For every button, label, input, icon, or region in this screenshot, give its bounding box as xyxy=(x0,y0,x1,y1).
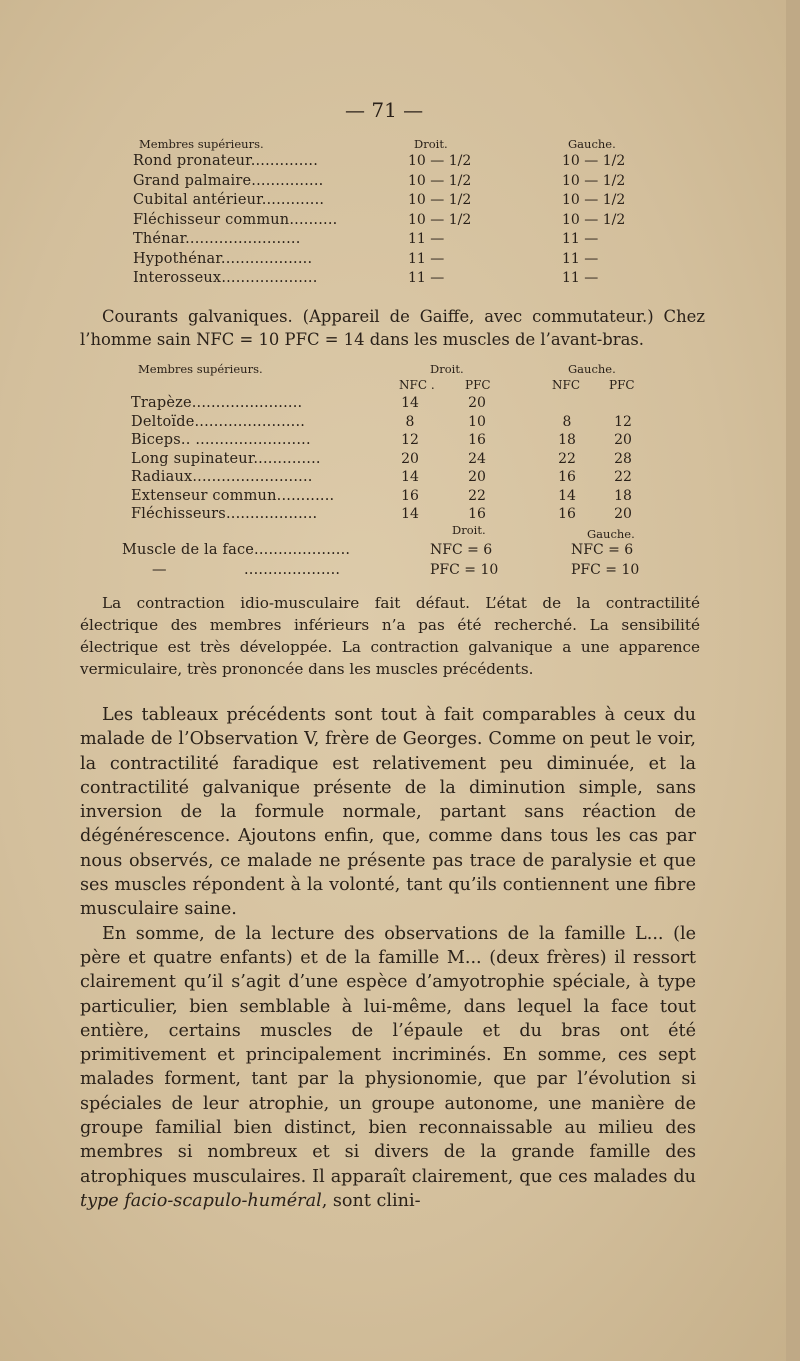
table2-row-gauche-nfc: 22 xyxy=(558,450,576,467)
face-row1-gauche: NFC = 6 xyxy=(571,542,634,558)
type-facio-scapulo-humeral: type facio-scapulo-huméral xyxy=(80,1190,322,1211)
table2-row-label: Deltoïde....................... xyxy=(131,413,306,430)
table2-row-droit-nfc: 20 xyxy=(401,450,419,467)
table2-row-gauche-nfc: 14 xyxy=(558,487,576,504)
table2-row-label: Biceps.. ........................ xyxy=(131,432,311,448)
face-row2-droit: PFC = 10 xyxy=(430,562,499,578)
table2-row-gauche-nfc: 8 xyxy=(562,413,572,430)
table2-header-droit: Droit. xyxy=(430,362,464,376)
table1-row-droit: 11 — xyxy=(408,250,445,267)
table2-header-pfc-droit: PFC xyxy=(465,378,491,392)
table2-header-members: Membres supérieurs. xyxy=(138,362,263,376)
table2-header-gauche: Gauche. xyxy=(568,362,616,376)
face-row2-dots: .................... xyxy=(244,562,341,578)
table1-row-droit: 10 — 1/2 xyxy=(408,172,472,189)
table1-row-droit: 10 — 1/2 xyxy=(408,192,472,208)
contraction-line-3: électrique est très développée. La contraction galvanique a une apparence xyxy=(80,638,700,656)
table2-header-nfc-droit: NFC . xyxy=(399,378,435,392)
table2-row-label: Radiaux......................... xyxy=(131,469,313,485)
table2-row-gauche-pfc: 18 xyxy=(614,487,632,504)
face-gauche-header: Gauche. xyxy=(587,527,635,541)
table2-row-droit-pfc: 22 xyxy=(468,487,486,504)
table2-row-gauche-nfc: 18 xyxy=(558,432,576,448)
face-row2-gauche: PFC = 10 xyxy=(571,562,640,578)
table2-row-gauche-nfc: 16 xyxy=(558,506,576,522)
table2-row-droit-pfc: 20 xyxy=(468,469,486,485)
face-row1-label: Muscle de la face.................... xyxy=(122,542,351,558)
page-number: — 71 — xyxy=(345,98,424,122)
table1-row-label: Cubital antérieur............. xyxy=(133,192,325,208)
table1-row-gauche: 10 — 1/2 xyxy=(562,211,626,228)
table1-row-label: Fléchisseur commun.......... xyxy=(133,211,338,228)
table1-row-droit: 11 — xyxy=(408,270,445,286)
table2-row-label: Trapèze....................... xyxy=(131,395,303,411)
body-paragraph-2 xyxy=(80,922,696,1214)
table1-header-droit: Droit. xyxy=(414,137,448,151)
table1-row-gauche: 11 — xyxy=(562,250,599,267)
table2-row-droit-pfc: 16 xyxy=(468,432,486,448)
galvanic-intro: Courants galvaniques. (Appareil de Gaiffe, avec commutateur.) Chez l’homme sain NFC = 10 PFC = 14 dans les muscles de l’avant-bras. xyxy=(80,307,705,349)
table2-row-droit-nfc: 8 xyxy=(405,413,415,430)
table1-row-droit: 10 — 1/2 xyxy=(408,153,472,169)
table2-row-droit-pfc: 10 xyxy=(468,413,486,430)
table2-row-gauche-pfc: 28 xyxy=(614,450,632,467)
table2-row-gauche-pfc: 22 xyxy=(614,469,632,485)
table2-row-gauche-nfc: 16 xyxy=(558,469,576,485)
table2-row-droit-nfc: 14 xyxy=(401,506,419,522)
table1-row-gauche: 11 — xyxy=(562,231,599,247)
page-edge xyxy=(786,0,800,1361)
face-droit-header: Droit. xyxy=(452,523,486,537)
table1-row-gauche: 10 — 1/2 xyxy=(562,153,626,169)
table2-row-gauche-pfc: 12 xyxy=(614,413,632,430)
table2-row-label: Long supinateur.............. xyxy=(131,450,321,467)
table1-row-gauche: 11 — xyxy=(562,270,599,286)
table2-header-nfc-gauche: NFC xyxy=(552,378,581,392)
table2-row-droit-nfc: 12 xyxy=(401,432,419,448)
table2-row-droit-nfc: 14 xyxy=(401,469,419,485)
table2-header-pfc-gauche: PFC xyxy=(609,378,635,392)
table2-row-droit-pfc: 20 xyxy=(468,395,486,411)
face-row2-dash: — xyxy=(152,562,167,578)
table1-header-members: Membres supérieurs. xyxy=(139,137,264,151)
table2-row-droit-pfc: 24 xyxy=(468,450,486,467)
table1-row-label: Thénar........................ xyxy=(133,231,301,247)
table2-row-droit-pfc: 16 xyxy=(468,506,486,522)
main-text xyxy=(80,703,696,1213)
table1-header-gauche: Gauche. xyxy=(568,137,616,151)
table1-row-label: Interosseux.................... xyxy=(133,270,318,286)
table2-row-label: Fléchisseurs................... xyxy=(131,506,318,522)
table1-row-label: Rond pronateur.............. xyxy=(133,153,319,169)
table1-row-gauche: 10 — 1/2 xyxy=(562,172,626,189)
contraction-line-1: La contraction idio-musculaire fait défaut. L’état de la contractilité xyxy=(102,594,700,612)
table2-row-droit-nfc: 16 xyxy=(401,487,419,504)
body-paragraph-2-end: , sont clini- xyxy=(321,1190,421,1211)
body-paragraph-2-start: En somme, de la lecture des observations de la famille L... (le père et quatre enfants) et de la famille M... (deux frères) il ressort clairement qu’il s’agit d’une espèce d’amyotrophie spéciale, à type particulier, bien semblable à lui-même, dans lequel la face tout entière, certains muscles de l’épaule et du bras ont été primitivement et principalement incriminés. En somme, ces sept malades forment, tant par la physionomie, que par l’évolution si spéciales de leur atrophie, un groupe autonome, une manière de groupe familial bien distinct, bien reconnaissable au milieu des membres si nombreux et si divers de la grande famille des atrophiques musculaires. Il apparaît clairement, que ces malades du xyxy=(80,923,696,1187)
table1-row-droit: 11 — xyxy=(408,231,445,247)
table1-row-label: Hypothénar................... xyxy=(133,250,313,267)
contraction-line-2: électrique des membres inférieurs n’a pas été recherché. La sensibilité xyxy=(80,616,700,634)
table2-row-gauche-pfc: 20 xyxy=(614,432,632,448)
table1-row-label: Grand palmaire............... xyxy=(133,172,324,189)
table2-row-label: Extenseur commun............ xyxy=(131,487,335,504)
table1-row-droit: 10 — 1/2 xyxy=(408,211,472,228)
table2-row-droit-nfc: 14 xyxy=(401,395,419,411)
contraction-line-4: vermiculaire, très prononcée dans les muscles précédents. xyxy=(80,660,534,678)
contraction-paragraph xyxy=(80,592,700,680)
table2-row-gauche-pfc: 20 xyxy=(614,506,632,522)
body-paragraph-1: Les tableaux précédents sont tout à fait comparables à ceux du malade de l’Observation V, frère de Georges. Comme on peut le voir, la contractilité faradique est relativement peu diminuée, et la contractilité galvanique présente de la diminution simple, sans inversion de la formule normale, partant sans réaction de dégénérescence. Ajoutons enfin, que, comme dans tous les cas par nous observés, ce malade ne présente pas trace de paralysie et que ses muscles répondent à la volonté, tant qu’ils contiennent une fibre musculaire saine. xyxy=(80,705,696,920)
face-row1-droit: NFC = 6 xyxy=(430,542,493,558)
table1-row-gauche: 10 — 1/2 xyxy=(562,192,626,208)
